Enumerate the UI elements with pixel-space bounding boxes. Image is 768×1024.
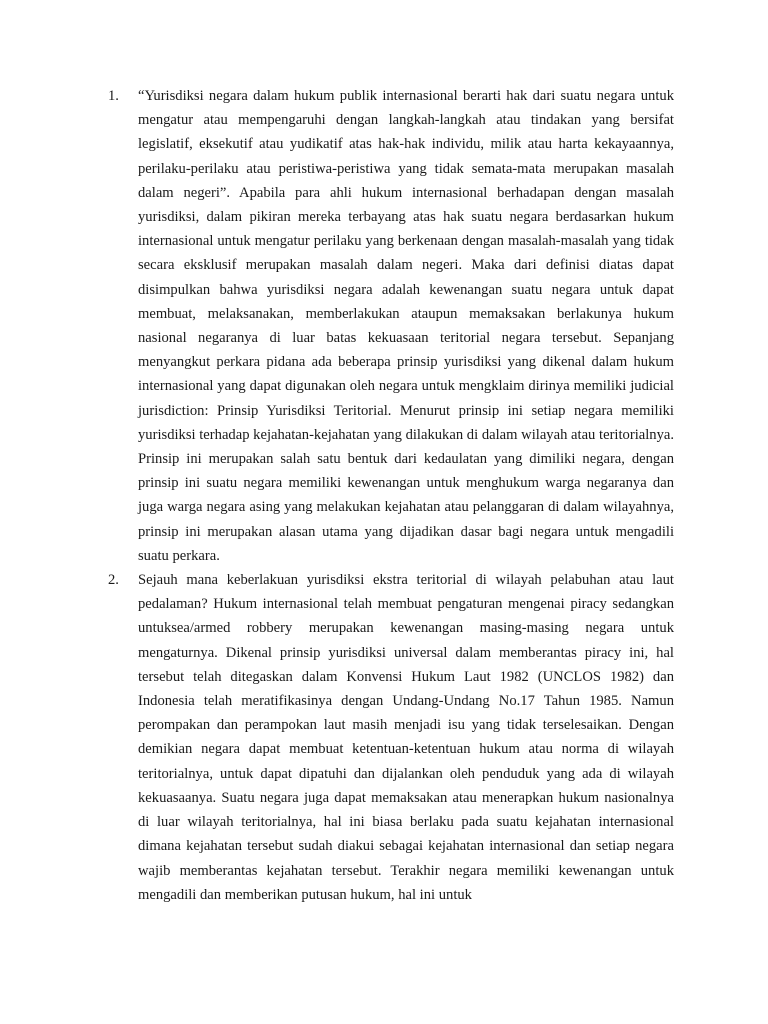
list-item-number: 1. <box>108 88 119 104</box>
list-item-text: “Yurisdiksi negara dalam hukum publik internasional berarti hak dari suatu negara untuk mengatur atau mempengaruhi dengan langkah-langkah atau tindakan yang bersifat legislatif, eksekutif atau yudikatif atas hak-hak individu, milik atau harta kekayaannya, perilaku-perilaku atau peristiwa-peristiwa yang tidak semata-mata merupakan masalah dalam negeri”. Apabila para ahli hukum internasional berhadapan dengan masalah yurisdiksi, dalam pikiran mereka terbayang atas hak suatu negara berdasarkan hukum internasional untuk mengatur perilaku yang berkenaan dengan masalah-masalah yang tidak secara eksklusif merupakan masalah dalam negeri. Maka dari definisi diatas dapat disimpulkan bahwa yurisdiksi negara adalah kewenangan suatu negara untuk dapat membuat, melaksanakan, memberlakukan ataupun memaksakan berlakunya hukum nasional negaranya di luar batas kekuasaan teritorial negara tersebut. Sepanjang menyangkut perkara pidana ada beberapa prinsip yurisdiksi yang dikenal dalam hukum internasional yang dapat digunakan oleh negara untuk mengklaim dirinya memiliki judicial jurisdiction: Prinsip Yurisdiksi Teritorial. Menurut prinsip ini setiap negara memiliki yurisdiksi terhadap kejahatan-kejahatan yang dilakukan di dalam wilayah atau teritorialnya. Prinsip ini merupakan salah satu bentuk dari kedaulatan yang dimiliki negara, dengan prinsip ini suatu negara memiliki kewenangan untuk menghukum warga negaranya dan juga warga negara asing yang melakukan kejahatan atau pelanggaran di dalam wilayahnya, prinsip ini merupakan alasan utama yang dijadikan dasar bagi negara untuk mengadili suatu perkara. <box>138 88 674 564</box>
list-item <box>108 84 674 568</box>
list-item-number: 2. <box>108 572 119 589</box>
numbered-list <box>108 84 674 907</box>
list-item-text: Sejauh mana keberlakuan yurisdiksi ekstra teritorial di wilayah pelabuhan atau laut pedalaman? Hukum internasional telah membuat pengaturan mengenai piracy sedangkan untuksea/armed robbery merupakan kewenangan masing-masing negara untuk mengaturnya. Dikenal prinsip yurisdiksi universal dalam memberantas piracy ini, hal tersebut telah ditegaskan dalam Konvensi Hukum Laut 1982 (UNCLOS 1982) dan Indonesia telah meratifikasinya dengan Undang-Undang No.17 Tahun 1985. Namun perompakan dan perampokan laut masih menjadi isu yang tidak terselesaikan. Dengan demikian negara dapat membuat ketentuan-ketentuan hukum atau norma di wilayah teritorialnya, untuk dapat dipatuhi dan dijalankan oleh penduduk yang ada di wilayah kekuasaanya. Suatu negara juga dapat memaksakan atau menerapkan hukum nasionalnya di luar wilayah teritorialnya, hal ini biasa berlaku pada suatu kejahatan internasional dimana kejahatan tersebut sudah diakui sebagai kejahatan internasional dan setiap negara wajib memberantas kejahatan tersebut. Terakhir negara memiliki kewenangan untuk mengadili dan memberikan putusan hukum, hal ini untuk <box>138 572 674 903</box>
list-item <box>108 568 674 907</box>
